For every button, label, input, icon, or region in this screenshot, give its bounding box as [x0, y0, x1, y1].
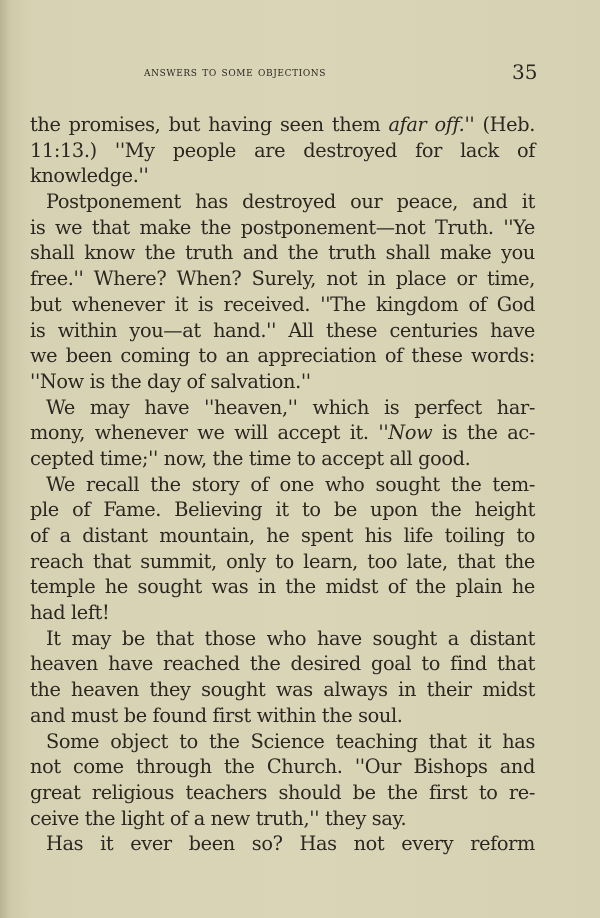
line-text: knowledge.'' — [30, 164, 149, 188]
line-text: and must be found first within the soul. — [30, 703, 403, 727]
text-line — [30, 549, 535, 575]
text-line — [30, 703, 535, 729]
line-text: ple of Fame. Believing it to be upon the height — [30, 498, 535, 522]
text-line — [30, 292, 535, 318]
text-line — [30, 472, 535, 498]
line-text: Has it ever been so? Has not every reform — [46, 832, 535, 856]
text-line — [30, 446, 535, 472]
text-line — [30, 189, 535, 215]
line-text: great religious teachers should be the first to re- — [30, 780, 535, 804]
text-line — [30, 369, 535, 395]
text-line — [30, 600, 535, 626]
page-header — [0, 60, 600, 86]
text-line — [30, 138, 535, 164]
line-text: Postponement has destroyed our peace, and it — [46, 190, 535, 214]
text-line — [30, 626, 535, 652]
text-line — [30, 215, 535, 241]
text-line — [30, 318, 535, 344]
text-line — [30, 240, 535, 266]
line-text: is within you—at hand.'' All these centuries have — [30, 318, 535, 342]
page-number: 35 — [512, 60, 538, 84]
text-line — [30, 754, 535, 780]
text-line — [30, 651, 535, 677]
line-text: the promises, but having seen them — [30, 113, 389, 136]
line-text: shall know the truth and the truth shall make you — [30, 241, 535, 265]
line-text: heaven have reached the desired goal to find that — [30, 652, 535, 676]
text-line — [30, 677, 535, 703]
line-text: temple he sought was in the midst of the plain he — [30, 575, 535, 599]
line-text: Some object to the Science teaching that it has — [46, 729, 535, 753]
line-text: we been coming to an appreciation of these words: — [30, 344, 535, 368]
italic-text: ''Now — [378, 421, 433, 445]
line-text: ''Now is the day of salvation.'' — [30, 369, 311, 393]
line-text: mony, whenever we will accept it. — [30, 421, 379, 445]
text-line — [30, 523, 535, 549]
line-text: reach that summit, only to learn, too late, that the — [30, 549, 535, 573]
text-line — [30, 395, 535, 421]
page-body — [30, 112, 535, 857]
line-text: '' (Heb. — [464, 113, 535, 136]
text-line — [30, 420, 535, 446]
line-text: We may have ''heaven,'' which is perfect har- — [46, 395, 535, 419]
line-text: We recall the story of one who sought the tem- — [46, 472, 535, 496]
text-line — [30, 831, 535, 857]
line-text: the heaven they sought was always in their midst — [30, 678, 535, 702]
text-line — [30, 806, 535, 832]
line-text: cepted time;'' now, the time to accept all good. — [30, 446, 471, 470]
line-text: is the ac- — [432, 421, 535, 445]
running-title: answers to some objections — [144, 65, 327, 80]
text-line — [30, 343, 535, 369]
line-text: It may be that those who have sought a distant — [46, 626, 535, 650]
line-text: 11:13.) ''My people are destroyed for lack of — [30, 138, 535, 162]
text-line — [30, 574, 535, 600]
line-text: is we that make the postponement—not Truth. ''Ye — [30, 215, 535, 239]
line-text: free.'' Where? When? Surely, not in place or time, — [30, 267, 535, 291]
text-line — [30, 163, 535, 189]
text-line — [30, 729, 535, 755]
line-text: of a distant mountain, he spent his life toiling to — [30, 524, 535, 547]
line-text: had left! — [30, 601, 110, 625]
italic-text: afar off. — [388, 113, 465, 136]
text-line — [30, 497, 535, 523]
text-line — [30, 112, 535, 138]
text-line — [30, 780, 535, 806]
line-text: ceive the light of a new truth,'' they say. — [30, 806, 407, 830]
text-line — [30, 266, 535, 292]
line-text: but whenever it is received. ''The kingdom of God — [30, 292, 535, 316]
line-text: not come through the Church. ''Our Bishops and — [30, 755, 535, 779]
